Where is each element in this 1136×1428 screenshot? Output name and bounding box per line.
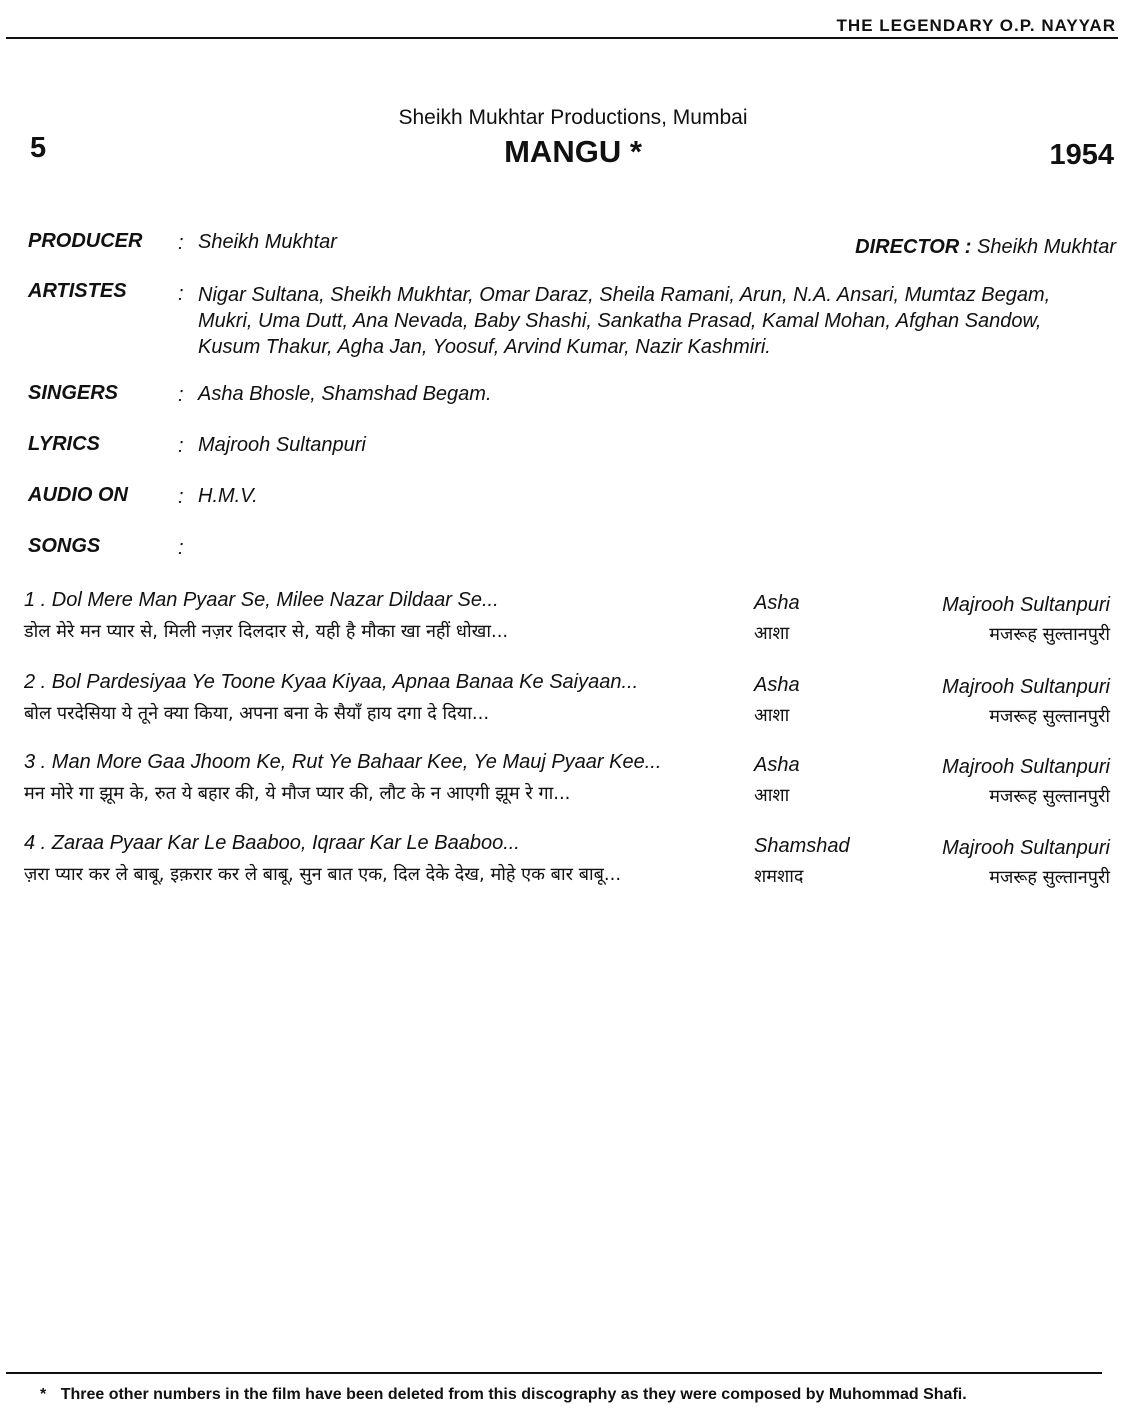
song-lyricist: Majrooh Sultanpuri	[942, 756, 1110, 778]
song-lyricist: Majrooh Sultanpuri	[942, 594, 1110, 616]
running-title: THE LEGENDARY O.P. NAYYAR	[836, 16, 1116, 35]
artistes-line: Mukri, Uma Dutt, Ana Nevada, Baby Shashi, Sankatha Prasad, Kamal Mohan, Afghan Sandow,	[198, 310, 1042, 332]
producer-value: Sheikh Mukhtar	[198, 231, 337, 253]
song-singer: Asha	[754, 674, 800, 696]
artistes-colon: :	[178, 283, 184, 305]
song-lyricist: Majrooh Sultanpuri	[942, 837, 1110, 859]
song-title-hindi: डोल मेरे मन प्यार से, मिली नज़र दिलदार से, यही है मौका खा नहीं धोखा...	[24, 621, 509, 642]
song-singer: Asha	[754, 592, 800, 614]
director-credit	[855, 236, 1116, 259]
song-singer: Shamshad	[754, 835, 850, 857]
lyrics-value: Majrooh Sultanpuri	[198, 434, 366, 456]
audio-on-label: AUDIO ON	[28, 484, 128, 506]
song-lyricist-hindi: मजरूह सुल्तानपुरी	[989, 706, 1110, 727]
bottom-rule	[6, 1372, 1102, 1374]
song-singer-hindi: आशा	[754, 705, 790, 726]
song-lyricist-hindi: मजरूह सुल्तानपुरी	[989, 867, 1110, 888]
production-house: Sheikh Mukhtar Productions, Mumbai	[398, 106, 748, 129]
song-title-hindi: बोल परदेसिया ये तूने क्या किया, अपना बना के सैयाँ हाय दगा दे दिया...	[24, 703, 490, 724]
film-number: 5	[30, 132, 47, 164]
song-title-hindi: मन मोरे गा झूम के, रुत ये बहार की, ये मौज प्यार की, लौट के न आएगी झूम रे गा...	[24, 783, 571, 804]
footnote-marker: *	[40, 1386, 47, 1403]
song-title: 4 . Zaraa Pyaar Kar Le Baaboo, Iqraar Kar Le Baaboo...	[24, 832, 520, 854]
footnote-text: Three other numbers in the film have been deleted from this discography as they were composed by Muhommad Shafi.	[60, 1386, 967, 1403]
song-title: 1 . Dol Mere Man Pyaar Se, Milee Nazar Dildaar Se...	[24, 589, 499, 611]
song-lyricist: Majrooh Sultanpuri	[942, 676, 1110, 698]
footnote	[40, 1386, 967, 1404]
songs-colon: :	[178, 537, 184, 559]
film-title: MANGU *	[504, 134, 642, 169]
director-label: DIRECTOR :	[855, 236, 972, 258]
lyrics-colon: :	[178, 435, 184, 457]
song-title-hindi: ज़रा प्यार कर ले बाबू, इक़रार कर ले बाबू, सुन बात एक, दिल देके देख, मोहे एक बार बाबू...	[24, 864, 622, 885]
producer-label: PRODUCER	[28, 230, 143, 252]
song-singer-hindi: शमशाद	[754, 866, 804, 887]
song-singer-hindi: आशा	[754, 785, 790, 806]
song-singer-hindi: आशा	[754, 623, 790, 644]
singers-label: SINGERS	[28, 382, 119, 404]
song-title: 2 . Bol Pardesiyaa Ye Toone Kyaa Kiyaa, Apnaa Banaa Ke Saiyaan...	[24, 671, 639, 693]
artistes-label: ARTISTES	[28, 280, 127, 302]
lyrics-label: LYRICS	[28, 433, 100, 455]
producer-colon: :	[178, 232, 184, 254]
audio-on-value: H.M.V.	[198, 485, 258, 507]
top-rule	[6, 37, 1118, 39]
singers-value: Asha Bhosle, Shamshad Begam.	[198, 383, 492, 405]
artistes-line: Kusum Thakur, Agha Jan, Yoosuf, Arvind Kumar, Nazir Kashmiri.	[198, 336, 771, 358]
song-title: 3 . Man More Gaa Jhoom Ke, Rut Ye Bahaar Kee, Ye Mauj Pyaar Kee...	[24, 751, 662, 773]
song-lyricist-hindi: मजरूह सुल्तानपुरी	[989, 786, 1110, 807]
song-singer: Asha	[754, 754, 800, 776]
director-value: Sheikh Mukhtar	[977, 236, 1116, 258]
singers-colon: :	[178, 384, 184, 406]
artistes-line: Nigar Sultana, Sheikh Mukhtar, Omar Daraz, Sheila Ramani, Arun, N.A. Ansari, Mumtaz Begam,	[198, 284, 1051, 306]
audio-on-colon: :	[178, 486, 184, 508]
songs-label: SONGS	[28, 535, 101, 557]
film-year: 1954	[1049, 139, 1114, 171]
song-lyricist-hindi: मजरूह सुल्तानपुरी	[989, 624, 1110, 645]
